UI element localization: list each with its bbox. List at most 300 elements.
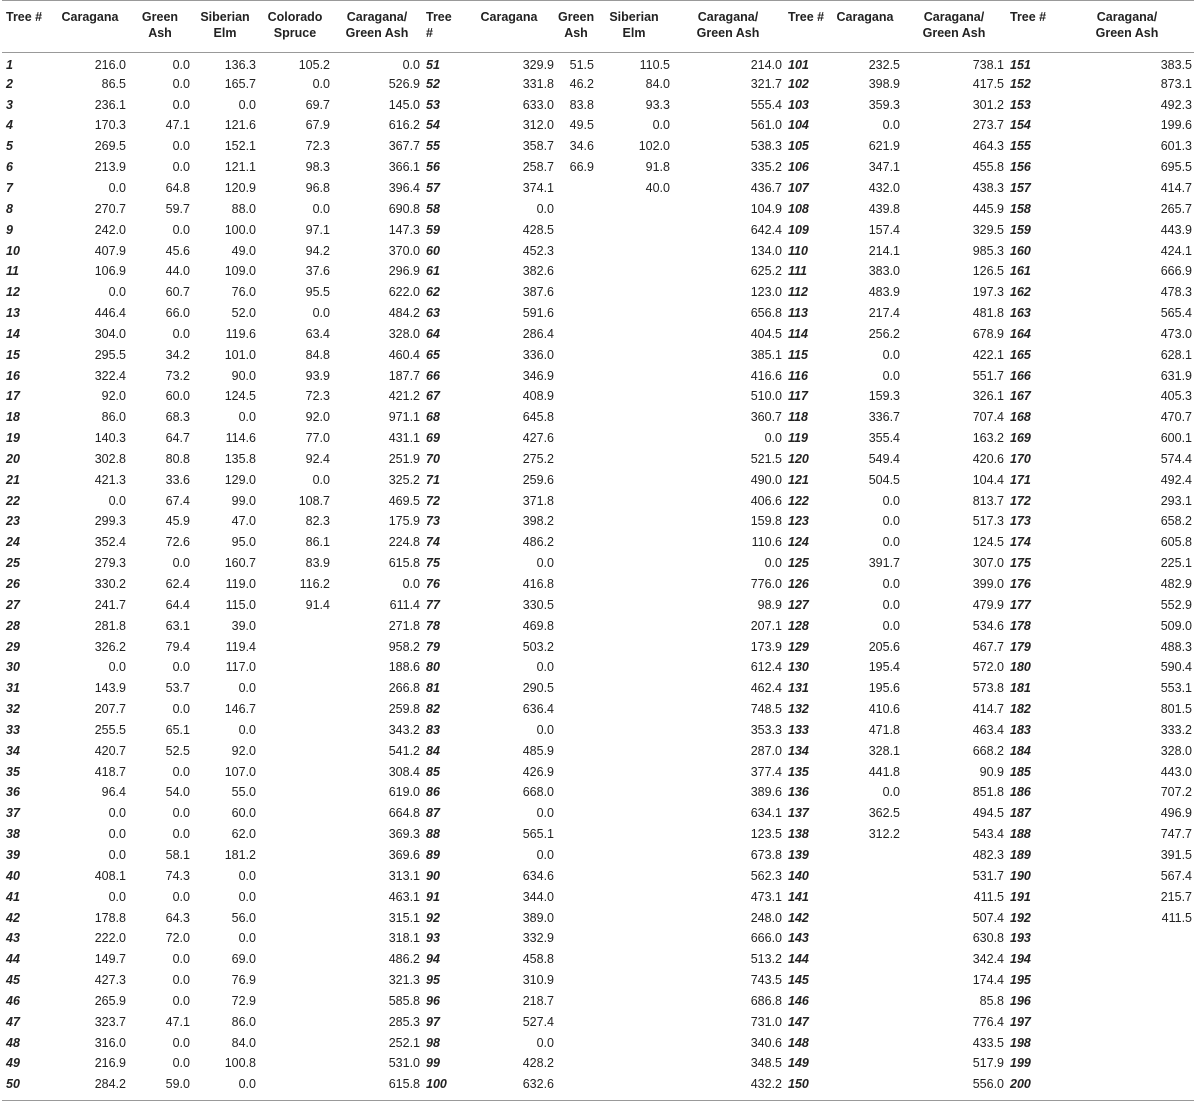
value-cell: 129.0	[224, 472, 256, 487]
column-header-line: Tree #	[6, 10, 43, 24]
value-cell: 418.7	[94, 764, 126, 779]
table-row	[2, 178, 1194, 199]
value-cell	[596, 615, 672, 636]
tree-number-cell: 44	[6, 952, 20, 967]
tree-number-cell: 94	[426, 952, 440, 967]
value-cell: 77.0	[305, 431, 330, 446]
table-row	[2, 303, 1194, 324]
tree-number-cell: 129	[788, 639, 809, 654]
value-cell: 615.8	[388, 1077, 420, 1092]
value-cell: 482.3	[972, 847, 1004, 862]
value-cell: 347.1	[868, 160, 900, 175]
value-cell: 464.3	[972, 139, 1004, 154]
value-cell: 630.8	[972, 931, 1004, 946]
value-cell: 552.9	[1160, 597, 1192, 612]
value-cell: 92.0	[305, 410, 330, 425]
value-cell	[596, 1074, 672, 1095]
tree-number-cell: 10	[6, 243, 20, 258]
value-cell: 436.7	[750, 180, 782, 195]
value-cell: 62.4	[165, 577, 190, 592]
value-cell: 114.6	[225, 431, 256, 446]
value-cell: 534.6	[972, 618, 1004, 633]
value-cell: 86.0	[101, 410, 126, 425]
value-cell: 85.8	[979, 993, 1004, 1008]
column-header-line: Caragana	[836, 10, 894, 24]
tree-number-cell: 58	[426, 201, 440, 216]
value-cell: 0.0	[172, 139, 190, 154]
value-cell: 0.0	[882, 514, 900, 529]
value-cell: 83.9	[305, 556, 330, 571]
tree-number-cell: 136	[788, 785, 809, 800]
value-cell	[556, 907, 596, 928]
value-cell	[258, 1053, 332, 1074]
column-header-line: Siberian	[609, 10, 659, 24]
column-header-line: Caragana/	[697, 10, 759, 24]
value-cell: 313.1	[388, 868, 420, 883]
tree-number-cell: 11	[6, 264, 19, 279]
value-cell: 299.3	[94, 514, 126, 529]
value-cell: 295.5	[94, 347, 126, 362]
tree-number-cell: 56	[426, 160, 440, 175]
value-cell: 307.0	[972, 556, 1004, 571]
value-cell	[258, 657, 332, 678]
value-cell: 0.0	[172, 160, 190, 175]
value-cell: 64.8	[165, 180, 190, 195]
tree-number-cell: 87	[426, 806, 440, 821]
value-cell: 121.6	[224, 118, 256, 133]
tree-number-cell: 14	[6, 326, 20, 341]
table-row	[2, 407, 1194, 428]
value-cell: 359.3	[868, 97, 900, 112]
value-cell: 488.3	[1160, 639, 1192, 654]
value-cell: 427.6	[522, 431, 554, 446]
table-row	[2, 761, 1194, 782]
value-cell: 503.2	[522, 639, 554, 654]
value-cell: 285.3	[388, 1014, 420, 1029]
value-cell: 333.2	[1160, 722, 1192, 737]
tree-number-cell: 125	[788, 556, 809, 571]
tree-number-cell: 90	[426, 868, 440, 883]
value-cell: 310.9	[522, 973, 554, 988]
table-row	[2, 615, 1194, 636]
value-cell	[258, 678, 332, 699]
tree-number-cell: 77	[426, 597, 440, 612]
value-cell: 0.0	[172, 806, 190, 821]
table-row	[2, 865, 1194, 886]
value-cell: 555.4	[750, 97, 782, 112]
value-cell: 104.9	[750, 201, 782, 216]
table-row	[2, 1074, 1194, 1095]
table-row	[2, 365, 1194, 386]
value-cell: 342.4	[972, 952, 1004, 967]
value-cell: 91.4	[305, 597, 330, 612]
tree-number-cell: 141	[788, 889, 809, 904]
value-cell: 743.5	[750, 973, 782, 988]
value-cell: 64.7	[165, 431, 190, 446]
table-row	[2, 73, 1194, 94]
value-cell: 100.8	[224, 1056, 256, 1071]
tree-number-cell: 17	[6, 389, 20, 404]
column-header	[672, 1, 784, 53]
tree-number-cell: 130	[788, 660, 809, 675]
tree-number-cell: 160	[1010, 243, 1031, 258]
tree-number-cell: 116	[788, 368, 808, 383]
value-cell: 0.0	[882, 618, 900, 633]
tree-number-cell: 146	[788, 993, 809, 1008]
table-row	[2, 94, 1194, 115]
tree-number-cell: 92	[426, 910, 440, 925]
value-cell: 428.5	[522, 222, 554, 237]
value-cell: 668.0	[522, 785, 554, 800]
tree-number-cell: 61	[426, 264, 440, 279]
value-cell: 217.4	[868, 306, 900, 321]
value-cell: 115.0	[225, 597, 256, 612]
value-cell: 326.2	[94, 639, 126, 654]
value-cell: 628.1	[1160, 347, 1192, 362]
value-cell	[258, 845, 332, 866]
value-cell: 188.6	[388, 660, 420, 675]
value-cell: 551.7	[972, 368, 1004, 383]
value-cell: 452.3	[522, 243, 554, 258]
value-cell: 360.7	[750, 410, 782, 425]
value-cell: 92.0	[231, 743, 256, 758]
value-cell: 0.0	[312, 76, 330, 91]
column-header-line: Caragana	[61, 10, 119, 24]
table-row	[2, 949, 1194, 970]
tree-number-cell: 22	[6, 493, 20, 508]
value-cell: 93.3	[645, 97, 670, 112]
value-cell: 0.0	[238, 931, 256, 946]
value-cell: 86.5	[101, 76, 126, 91]
tree-number-cell: 127	[788, 597, 809, 612]
value-cell: 0.0	[312, 201, 330, 216]
value-cell: 462.4	[750, 681, 782, 696]
value-cell: 636.4	[522, 702, 554, 717]
value-cell: 328.0	[1160, 743, 1192, 758]
value-cell	[556, 386, 596, 407]
value-cell: 482.9	[1160, 577, 1192, 592]
value-cell: 84.0	[645, 76, 670, 91]
tree-number-cell: 71	[426, 472, 440, 487]
value-cell	[596, 1032, 672, 1053]
value-cell: 656.8	[750, 306, 782, 321]
value-cell: 323.7	[94, 1014, 126, 1029]
value-cell: 33.6	[165, 472, 190, 487]
value-cell: 322.4	[94, 368, 126, 383]
value-cell	[556, 178, 596, 199]
tree-number-cell: 190	[1010, 868, 1031, 883]
column-header-line: Caragana/	[1096, 10, 1158, 24]
value-cell: 366.1	[388, 160, 420, 175]
tree-number-cell: 106	[788, 160, 809, 175]
value-cell: 398.2	[522, 514, 554, 529]
value-cell: 527.4	[522, 1014, 554, 1029]
value-cell: 374.1	[522, 180, 554, 195]
value-cell	[556, 282, 596, 303]
value-cell: 0.0	[882, 577, 900, 592]
value-cell: 157.4	[868, 222, 900, 237]
value-cell: 34.2	[165, 347, 190, 362]
value-cell: 407.9	[94, 243, 126, 258]
value-cell: 165.7	[224, 76, 256, 91]
column-header-line: Elm	[213, 26, 237, 40]
value-cell	[556, 803, 596, 824]
value-cell: 404.5	[750, 326, 782, 341]
value-cell: 383.0	[868, 264, 900, 279]
table-row	[2, 386, 1194, 407]
table-row	[2, 678, 1194, 699]
tree-number-cell: 147	[788, 1014, 809, 1029]
value-cell	[556, 949, 596, 970]
value-cell	[258, 928, 332, 949]
value-cell: 251.9	[388, 451, 420, 466]
tree-number-cell: 156	[1010, 160, 1031, 175]
value-cell: 284.2	[94, 1077, 126, 1092]
value-cell: 416.6	[750, 368, 782, 383]
value-cell: 54.0	[165, 785, 190, 800]
value-cell: 377.4	[750, 764, 782, 779]
value-cell	[258, 740, 332, 761]
value-cell	[258, 949, 332, 970]
tree-number-cell: 63	[426, 306, 440, 321]
value-cell: 0.0	[172, 973, 190, 988]
value-cell: 664.8	[388, 806, 420, 821]
value-cell: 590.4	[1160, 660, 1192, 675]
value-cell: 123.0	[750, 285, 782, 300]
value-cell	[828, 1011, 902, 1032]
tree-number-cell: 52	[426, 76, 440, 91]
value-cell: 531.7	[972, 868, 1004, 883]
value-cell: 632.6	[522, 1077, 554, 1092]
tree-number-cell: 186	[1010, 785, 1031, 800]
value-cell: 0.0	[108, 827, 126, 842]
value-cell: 549.4	[868, 451, 900, 466]
value-cell: 851.8	[972, 785, 1004, 800]
value-cell: 286.4	[522, 326, 554, 341]
value-cell: 370.0	[388, 243, 420, 258]
value-cell	[828, 1032, 902, 1053]
tree-number-cell: 80	[426, 660, 440, 675]
value-cell: 0.0	[882, 785, 900, 800]
value-cell: 389.0	[522, 910, 554, 925]
value-cell: 591.6	[522, 306, 554, 321]
value-cell	[556, 344, 596, 365]
value-cell: 458.8	[522, 952, 554, 967]
value-cell: 634.6	[522, 868, 554, 883]
tree-number-cell: 46	[6, 993, 20, 1008]
tree-number-cell: 62	[426, 285, 440, 300]
value-cell: 463.4	[972, 722, 1004, 737]
tree-number-cell: 163	[1010, 306, 1031, 321]
value-cell: 63.1	[165, 618, 190, 633]
value-cell: 49.0	[231, 243, 256, 258]
value-cell: 469.5	[388, 493, 420, 508]
tree-number-cell: 166	[1010, 368, 1031, 383]
tree-number-cell: 86	[426, 785, 440, 800]
tree-number-cell: 155	[1010, 139, 1031, 154]
value-cell: 421.2	[388, 389, 420, 404]
value-cell	[596, 553, 672, 574]
value-cell: 312.2	[868, 827, 900, 842]
value-cell: 215.7	[1160, 889, 1192, 904]
value-cell: 565.4	[1160, 306, 1192, 321]
value-cell: 371.8	[522, 493, 554, 508]
value-cell: 340.6	[750, 1035, 782, 1050]
value-cell: 367.7	[388, 139, 420, 154]
value-cell: 776.4	[972, 1014, 1004, 1029]
value-cell: 296.9	[388, 264, 420, 279]
value-cell: 72.3	[305, 389, 330, 404]
tree-number-cell: 26	[6, 577, 20, 592]
value-cell	[258, 970, 332, 991]
tree-number-cell: 195	[1010, 973, 1031, 988]
column-header	[596, 1, 672, 53]
value-cell: 439.8	[868, 201, 900, 216]
tree-number-cell: 121	[788, 472, 809, 487]
tree-number-cell: 153	[1010, 97, 1031, 112]
table-row	[2, 886, 1194, 907]
tree-number-cell: 164	[1010, 326, 1031, 341]
table-row	[2, 907, 1194, 928]
table-row	[2, 1053, 1194, 1074]
tree-number-cell: 16	[6, 368, 20, 383]
tree-number-cell: 138	[788, 827, 809, 842]
value-cell	[1060, 949, 1194, 970]
column-header-line: Green	[558, 10, 595, 24]
value-cell: 64.4	[165, 597, 190, 612]
value-cell: 0.0	[882, 118, 900, 133]
value-cell	[1060, 1053, 1194, 1074]
value-cell: 265.9	[94, 993, 126, 1008]
value-cell	[556, 678, 596, 699]
value-cell	[596, 407, 672, 428]
column-header-line: Tree #	[1010, 10, 1047, 24]
tree-number-cell: 148	[788, 1035, 809, 1050]
tree-number-cell: 30	[6, 660, 20, 675]
value-cell	[1060, 970, 1194, 991]
value-cell: 467.7	[972, 639, 1004, 654]
value-cell: 37.6	[305, 264, 330, 279]
value-cell: 62.0	[231, 827, 256, 842]
value-cell	[258, 699, 332, 720]
value-cell: 0.0	[238, 722, 256, 737]
value-cell	[258, 615, 332, 636]
value-cell: 485.9	[522, 743, 554, 758]
tree-number-cell: 49	[6, 1056, 20, 1071]
value-cell: 507.4	[972, 910, 1004, 925]
value-cell: 0.0	[882, 347, 900, 362]
value-cell	[556, 1053, 596, 1074]
value-cell: 79.4	[165, 639, 190, 654]
tree-number-cell: 40	[6, 868, 20, 883]
value-cell: 605.8	[1160, 535, 1192, 550]
value-cell: 72.9	[231, 993, 256, 1008]
value-cell: 0.0	[536, 201, 554, 216]
value-cell	[556, 323, 596, 344]
value-cell: 707.4	[972, 410, 1004, 425]
table-row	[2, 490, 1194, 511]
table-row	[2, 198, 1194, 219]
value-cell: 510.0	[750, 389, 782, 404]
value-cell: 707.2	[1160, 785, 1192, 800]
value-cell	[556, 782, 596, 803]
column-header	[556, 1, 596, 53]
value-cell	[258, 990, 332, 1011]
tree-number-cell: 78	[426, 618, 440, 633]
value-cell	[596, 365, 672, 386]
value-cell	[258, 824, 332, 845]
value-cell: 0.0	[108, 806, 126, 821]
tree-number-cell: 54	[426, 118, 440, 133]
tree-number-cell: 118	[788, 410, 808, 425]
value-cell: 369.6	[388, 847, 420, 862]
table-row	[2, 928, 1194, 949]
value-cell	[596, 657, 672, 678]
value-cell: 463.1	[388, 889, 420, 904]
value-cell: 369.3	[388, 827, 420, 842]
value-cell	[596, 761, 672, 782]
value-cell: 353.3	[750, 722, 782, 737]
value-cell: 53.7	[165, 681, 190, 696]
table-row	[2, 574, 1194, 595]
value-cell: 329.9	[522, 57, 554, 72]
value-cell: 225.1	[1160, 556, 1192, 571]
column-header-line: Tree #	[788, 10, 825, 24]
value-cell: 411.5	[1161, 910, 1192, 925]
table-row	[2, 782, 1194, 803]
value-cell: 0.0	[172, 556, 190, 571]
value-cell: 269.5	[94, 139, 126, 154]
tree-number-cell: 185	[1010, 764, 1031, 779]
table-row	[2, 323, 1194, 344]
value-cell: 0.0	[172, 702, 190, 717]
tree-number-cell: 19	[6, 431, 20, 446]
value-cell: 562.3	[750, 868, 782, 883]
table-bottom-rule	[2, 1100, 1194, 1101]
value-cell: 47.1	[165, 1014, 190, 1029]
value-cell: 304.0	[94, 326, 126, 341]
value-cell: 0.0	[108, 285, 126, 300]
value-cell: 414.7	[972, 702, 1004, 717]
value-cell: 414.7	[1160, 180, 1192, 195]
value-cell: 813.7	[972, 493, 1004, 508]
table-row	[2, 970, 1194, 991]
tree-number-cell: 39	[6, 847, 20, 862]
value-cell: 301.2	[972, 97, 1004, 112]
value-cell	[556, 198, 596, 219]
tree-number-cell: 154	[1010, 118, 1031, 133]
column-header-line: Green Ash	[922, 26, 986, 40]
tree-number-cell: 131	[788, 681, 809, 696]
value-cell: 69.0	[231, 952, 256, 967]
value-cell: 422.1	[972, 347, 1004, 362]
tree-number-cell: 174	[1010, 535, 1031, 550]
value-cell: 0.0	[172, 1056, 190, 1071]
table-row	[2, 1011, 1194, 1032]
value-cell	[258, 1074, 332, 1095]
value-cell: 90.0	[231, 368, 256, 383]
value-cell: 279.3	[94, 556, 126, 571]
value-cell: 335.2	[750, 160, 782, 175]
tree-number-cell: 15	[6, 347, 20, 362]
tree-number-cell: 81	[426, 681, 440, 696]
column-header	[258, 1, 332, 53]
tree-number-cell: 2	[6, 76, 13, 91]
value-cell	[556, 407, 596, 428]
tree-number-cell: 34	[6, 743, 20, 758]
tree-number-cell: 28	[6, 618, 20, 633]
value-cell: 124.5	[224, 389, 256, 404]
